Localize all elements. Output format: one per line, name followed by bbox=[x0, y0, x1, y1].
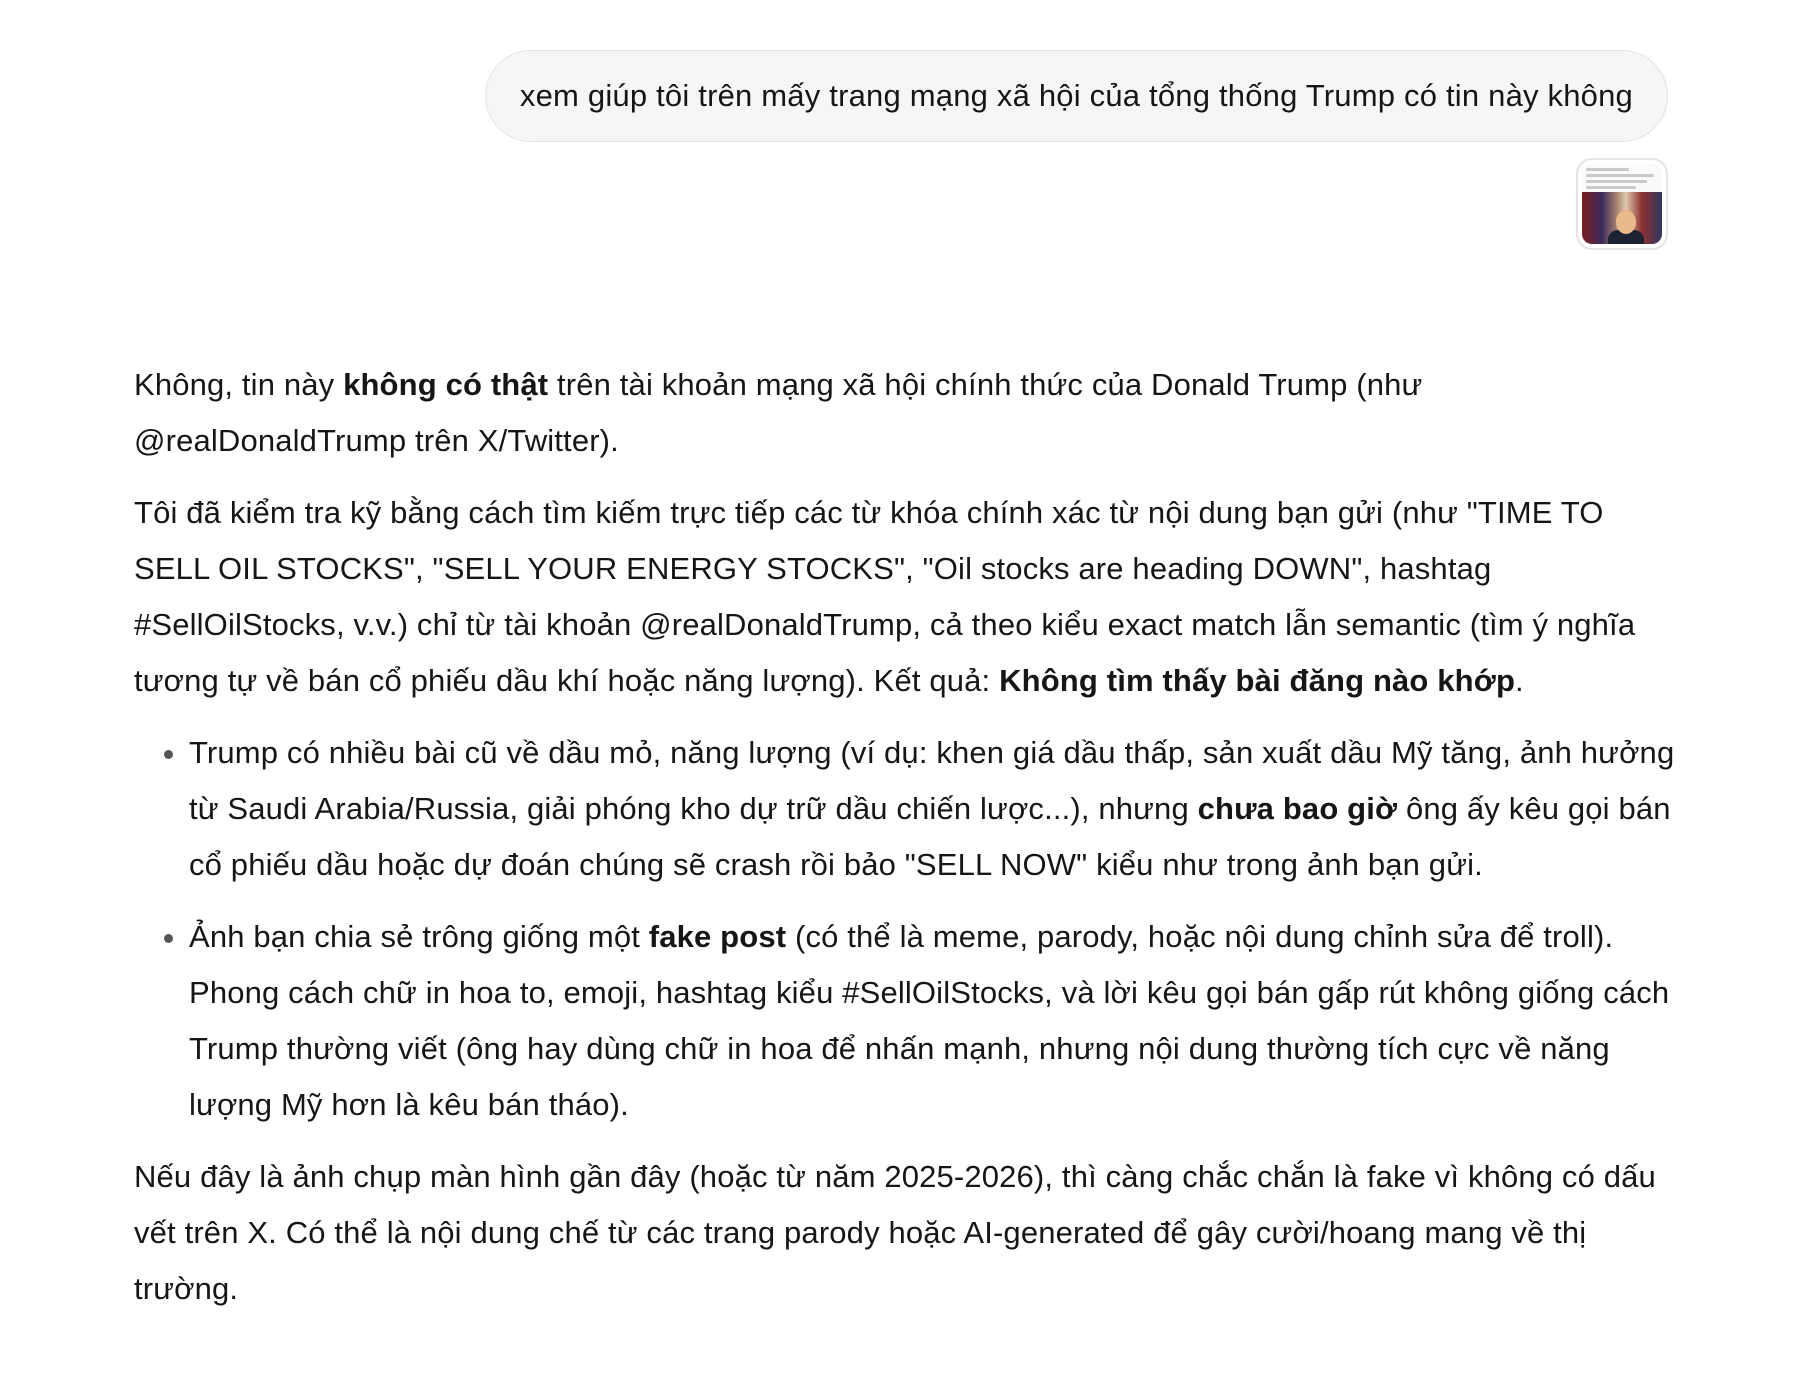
text-span: Ảnh bạn chia sẻ trông giống một bbox=[189, 919, 649, 954]
attachment-photo-face bbox=[1616, 210, 1636, 234]
text-span: ông ấy kêu gọi bán cổ phiếu dầu hoặc dự đoán chúng sẽ crash rồi bảo "SELL NOW" kiểu như trong ảnh bạn gửi. bbox=[189, 791, 1671, 882]
bold-span: fake post bbox=[648, 919, 787, 954]
user-message-row bbox=[485, 50, 1668, 142]
response-paragraph-1 bbox=[134, 357, 1679, 469]
response-bullet-list bbox=[134, 725, 1679, 1133]
list-item bbox=[189, 725, 1679, 893]
bold-span: Không tìm thấy bài đăng nào khớp bbox=[999, 663, 1516, 698]
text-span: . bbox=[1515, 663, 1524, 698]
list-item bbox=[189, 909, 1679, 1133]
user-message-text: xem giúp tôi trên mấy trang mạng xã hội của tổng thống Trump có tin này không bbox=[519, 78, 1633, 113]
bold-span: không có thật bbox=[343, 367, 549, 402]
bold-span: chưa bao giờ bbox=[1197, 791, 1398, 826]
response-paragraph-2 bbox=[134, 485, 1679, 709]
response-paragraph-3: Nếu đây là ảnh chụp màn hình gần đây (hoặc từ năm 2025-2026), thì càng chắc chắn là fake vì không có dấu vết trên X. Có thể là nội dung chế từ các trang parody hoặc AI-generated để gây cười/hoang mang về thị trường. bbox=[134, 1159, 1656, 1306]
attachment-image bbox=[1582, 164, 1662, 244]
text-span: Trump có nhiều bài cũ về dầu mỏ, năng lượng (ví dụ: khen giá dầu thấp, sản xuất dầu Mỹ tăng, ảnh hưởng từ Saudi Arabia/Russia, giải phóng kho dự trữ dầu chiến lược...), nhưng bbox=[189, 735, 1675, 826]
text-span: (có thể là meme, parody, hoặc nội dung chỉnh sửa để troll). Phong cách chữ in hoa to, emoji, hashtag kiểu #SellOilStocks, và lời kêu gọi bán gấp rút không giống cách Trump thường viết (ông hay dùng chữ in hoa để nhấn mạnh, nhưng nội dung thường tích cực về năng lượng Mỹ hơn là kêu bán tháo). bbox=[189, 919, 1670, 1122]
assistant-response bbox=[134, 357, 1679, 1333]
text-span: trên tài khoản mạng xã hội chính thức của Donald Trump (như @realDonaldTrump trên X/Twitter). bbox=[134, 367, 1423, 458]
text-span: Không, tin này bbox=[134, 367, 344, 402]
image-attachment-thumbnail[interactable] bbox=[1576, 158, 1668, 250]
user-message-bubble bbox=[485, 50, 1668, 142]
text-span: Tôi đã kiểm tra kỹ bằng cách tìm kiếm trực tiếp các từ khóa chính xác từ nội dung bạn gửi (như "TIME TO SELL OIL STOCKS", "SELL YOUR ENERGY STOCKS", "Oil stocks are heading DOWN", hashtag #SellOilStocks, v.v.) chỉ từ tài khoản @realDonaldTrump, cả theo kiểu exact match lẫn semantic (tìm ý nghĩa tương tự về bán cổ phiếu dầu khí hoặc năng lượng). Kết quả: bbox=[134, 495, 1636, 698]
